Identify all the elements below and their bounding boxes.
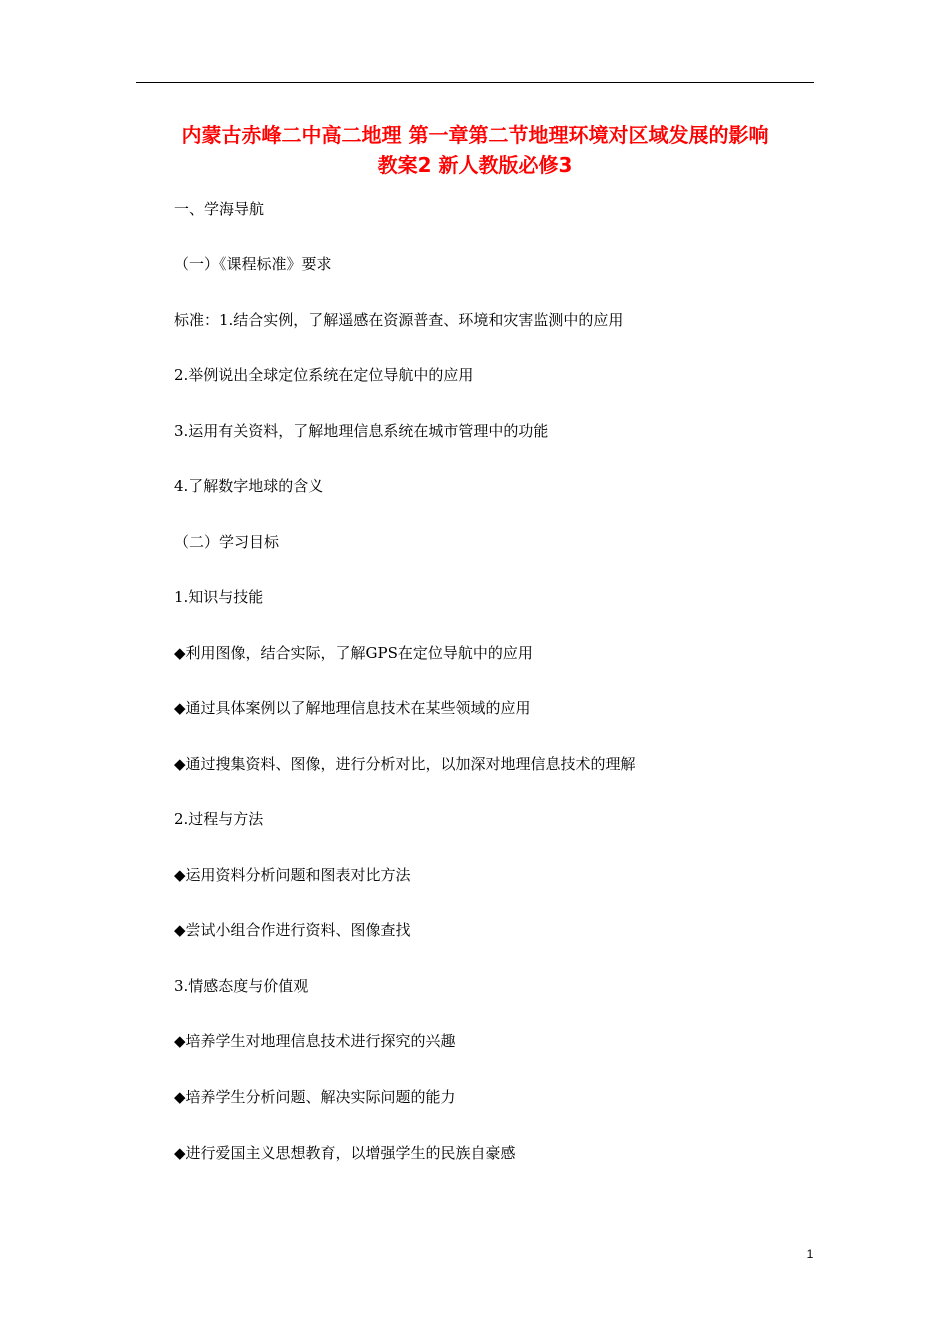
goal-bullet: ◆通过搜集资料、图像，进行分析对比，以加深对地理信息技术的理解 — [174, 755, 636, 773]
standard-item: 3.运用有关资料，了解地理信息系统在城市管理中的功能 — [174, 422, 549, 440]
goal-bullet: ◆进行爱国主义思想教育，以增强学生的民族自豪感 — [174, 1144, 516, 1162]
section-heading: 一、学海导航 — [174, 200, 265, 218]
standard-item: 2.举例说出全球定位系统在定位导航中的应用 — [174, 366, 474, 384]
header-rule — [136, 82, 814, 83]
subsection-heading: （二）学习目标 — [174, 533, 280, 551]
goal-heading: 3.情感态度与价值观 — [174, 977, 309, 995]
goal-heading: 1.知识与技能 — [174, 588, 264, 606]
subsection-heading: （一）《课程标准》要求 — [174, 255, 332, 273]
goal-heading: 2.过程与方法 — [174, 810, 264, 828]
goal-bullet: ◆培养学生分析问题、解决实际问题的能力 — [174, 1088, 456, 1106]
title-line-2: 教案2 新人教版必修3 — [377, 153, 573, 177]
title-line-1: 内蒙古赤峰二中高二地理 第一章第二节地理环境对区域发展的影响 — [181, 123, 769, 147]
page-number: 1 — [806, 1247, 814, 1261]
standard-item: 4.了解数字地球的含义 — [174, 477, 324, 495]
goal-bullet: ◆运用资料分析问题和图表对比方法 — [174, 866, 411, 884]
goal-bullet: ◆尝试小组合作进行资料、图像查找 — [174, 921, 411, 939]
document-title — [136, 120, 814, 180]
goal-bullet: ◆通过具体案例以了解地理信息技术在某些领域的应用 — [174, 699, 531, 717]
standard-item: 标准：1.结合实例，了解遥感在资源普查、环境和灾害监测中的应用 — [174, 311, 624, 329]
goal-bullet: ◆利用图像，结合实际，了解GPS在定位导航中的应用 — [174, 644, 533, 662]
goal-bullet: ◆培养学生对地理信息技术进行探究的兴趣 — [174, 1032, 456, 1050]
